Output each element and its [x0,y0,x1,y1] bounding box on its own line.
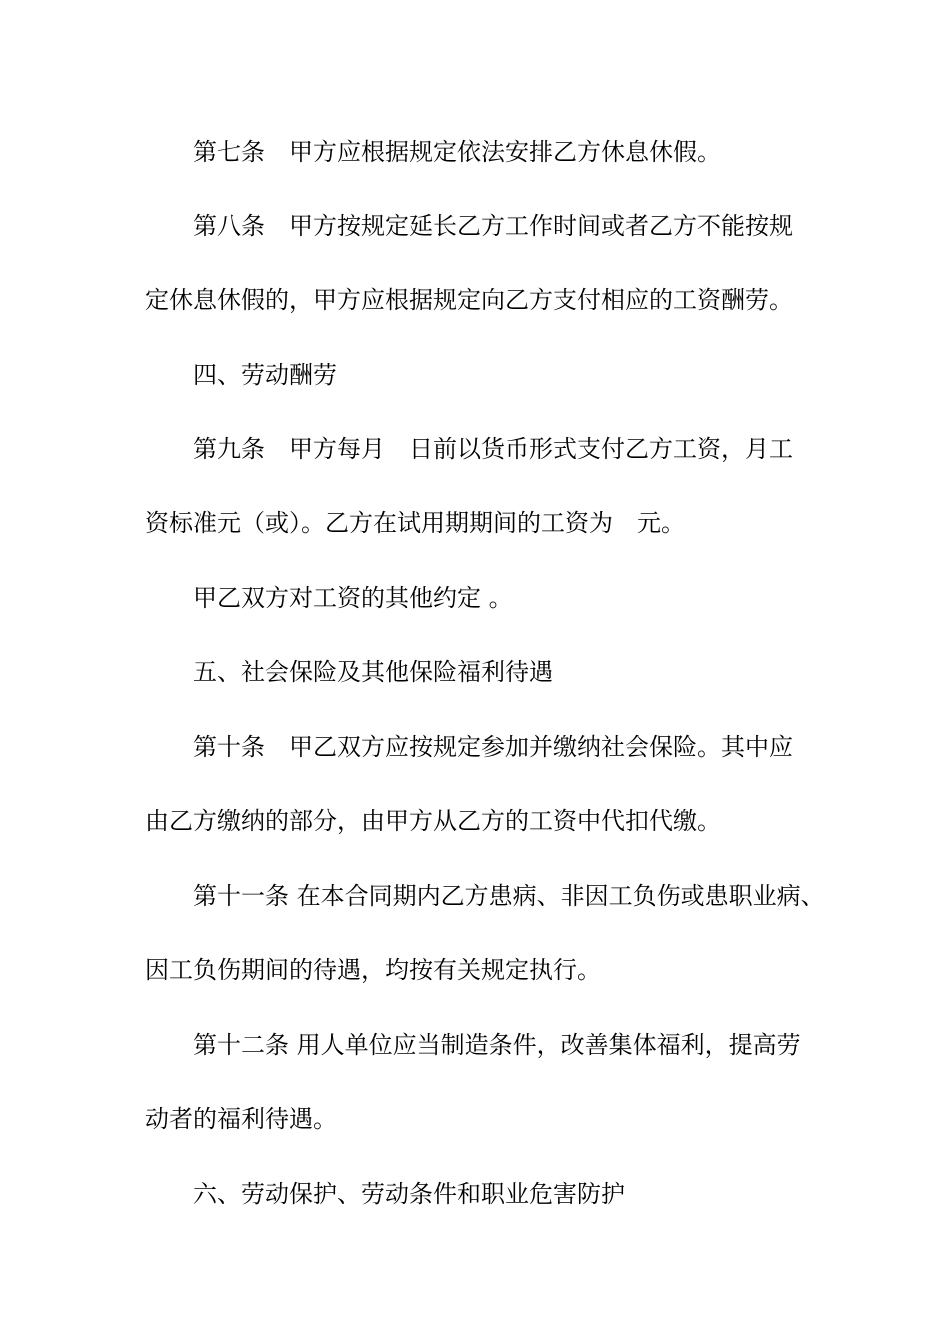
article-12-line-1: 第十二条 用人单位应当制造条件，改善集体福利，提高劳 [193,1031,801,1059]
article-10-line-2: 由乙方缴纳的部分，由甲方从乙方的工资中代扣代缴。 [145,807,721,835]
section-4-heading: 四、劳动酬劳 [193,361,337,389]
article-12-line-2: 动者的福利待遇。 [145,1105,337,1133]
article-11-line-2: 因工负伤期间的待遇，均按有关规定执行。 [145,956,601,984]
article-7: 第七条 甲方应根据规定依法安排乙方休息休假。 [193,138,721,166]
section-5-heading: 五、社会保险及其他保险福利待遇 [193,658,553,686]
article-8-line-1: 第八条 甲方按规定延长乙方工作时间或者乙方不能按规 [193,212,793,240]
article-8-line-2: 定休息休假的，甲方应根据规定向乙方支付相应的工资酬劳。 [145,286,793,314]
article-10-line-1: 第十条 甲乙双方应按规定参加并缴纳社会保险。其中应 [193,733,793,761]
wage-other-agreement: 甲乙双方对工资的其他约定 。 [193,584,513,612]
article-11-line-1: 第十一条 在本合同期内乙方患病、非因工负伤或患职业病、 [193,882,825,910]
article-9-line-1: 第九条 甲方每月 日前以货币形式支付乙方工资，月工 [193,435,793,463]
section-6-heading: 六、劳动保护、劳动条件和职业危害防护 [193,1180,625,1208]
article-9-line-2: 资标准元（或）。乙方在试用期期间的工资为 元。 [145,509,685,537]
